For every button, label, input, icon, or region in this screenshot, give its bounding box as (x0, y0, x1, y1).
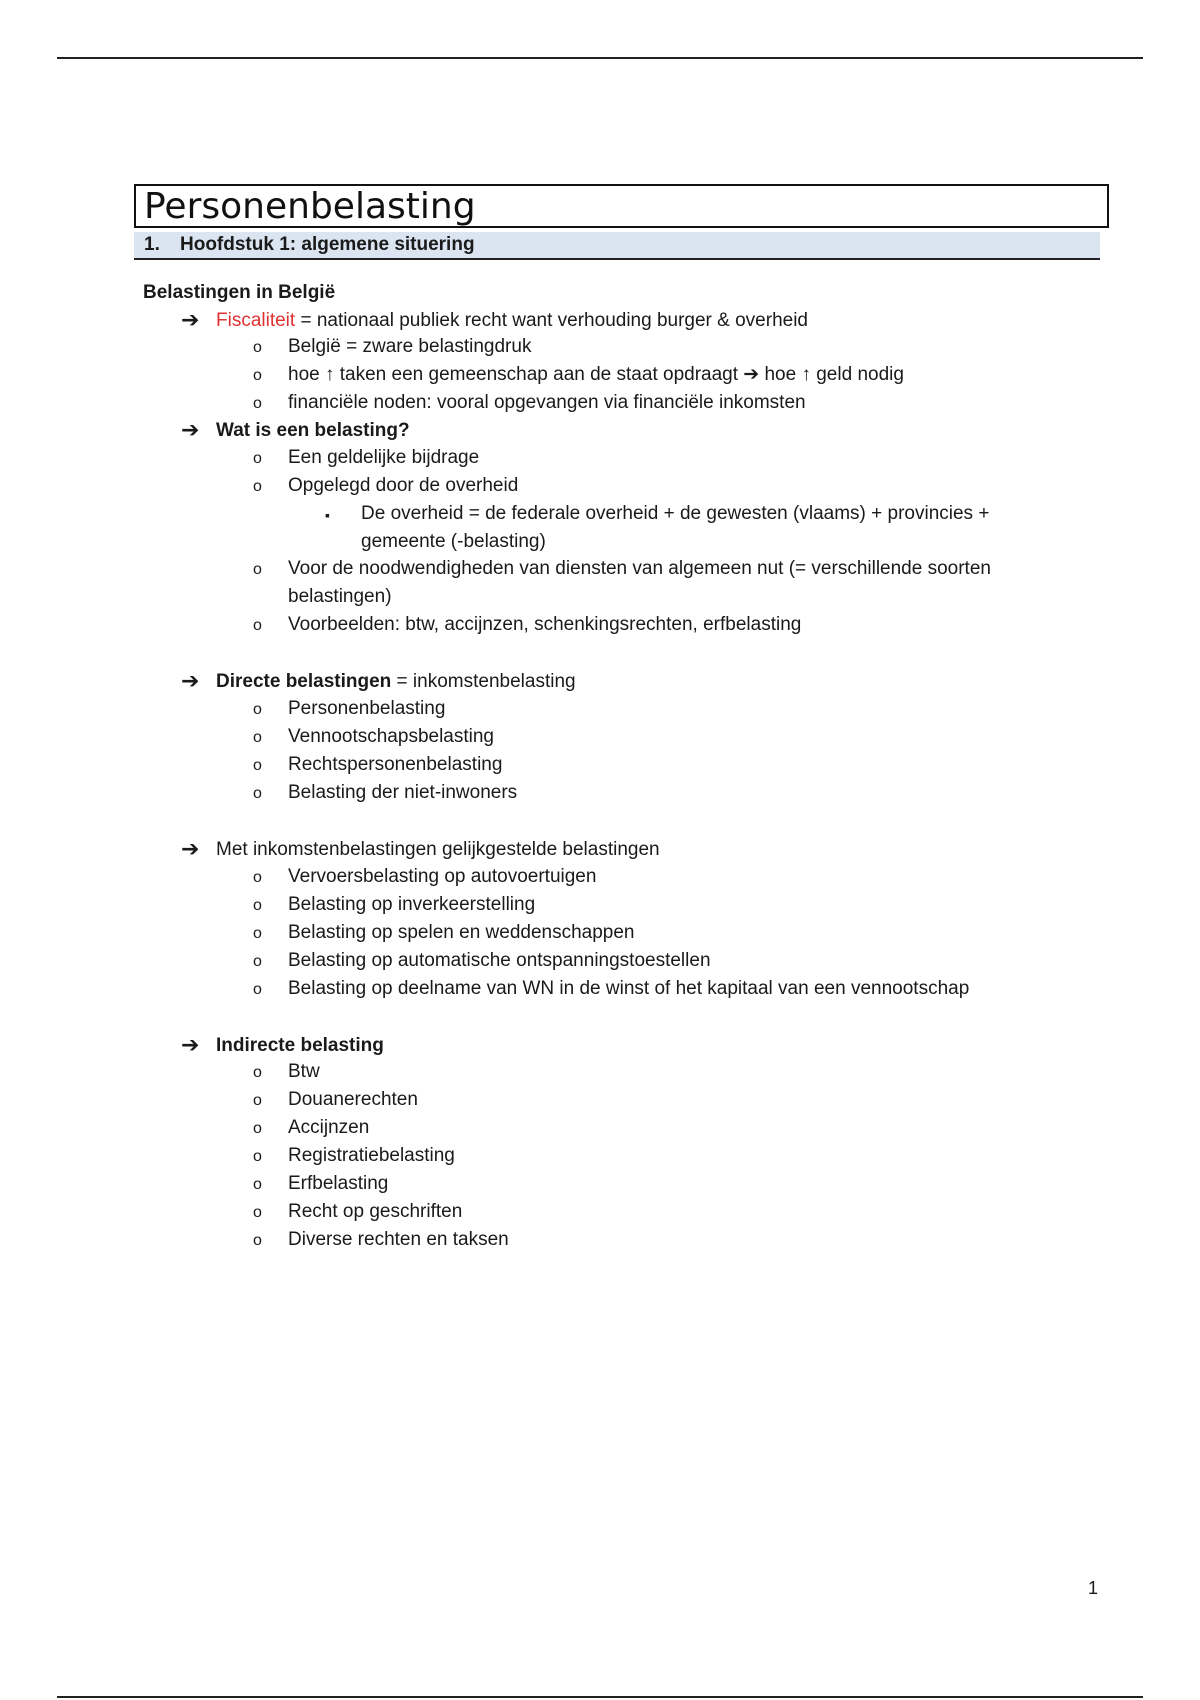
bullet-fiscaliteit (216, 307, 808, 335)
list-item: financiële noden: vooral opgevangen via financiële inkomsten (288, 392, 806, 413)
list-item: Erfbelasting (288, 1173, 389, 1194)
list-item: Recht op geschriften (288, 1201, 463, 1222)
sub-list-item: De overheid = de federale overheid + de gewesten (vlaams) + provincies + (361, 503, 990, 524)
bullet-directe-text: = inkomstenbelasting (391, 671, 576, 692)
list-item: Personenbelasting (288, 698, 446, 719)
list-item: Accijnzen (288, 1117, 370, 1138)
list-item: Diverse rechten en taksen (288, 1229, 509, 1250)
sub-list-item-continuation: gemeente (-belasting) (361, 531, 546, 552)
list-item: Een geldelijke bijdrage (288, 447, 480, 468)
circle-bullet-icon: o (253, 1092, 262, 1109)
circle-bullet-icon: o (253, 367, 262, 384)
circle-bullet-icon: o (253, 729, 262, 746)
list-item: Voorbeelden: btw, accijnzen, schenkingsrechten, erfbelasting (288, 614, 802, 635)
circle-bullet-icon: o (253, 953, 262, 970)
list-item: Belasting op automatische ontspanningstoestellen (288, 950, 711, 971)
circle-bullet-icon: o (253, 925, 262, 942)
chapter-label: Hoofdstuk 1: algemene situering (180, 234, 475, 255)
list-item: Btw (288, 1061, 320, 1082)
term-directe-belastingen: Directe belastingen (216, 671, 392, 692)
arrow-icon: ➔ (181, 307, 200, 332)
circle-bullet-icon: o (253, 701, 262, 718)
circle-bullet-icon: o (253, 1064, 262, 1081)
arrow-icon: ➔ (181, 836, 200, 861)
bullet-fiscaliteit-text: = nationaal publiek recht want verhouding burger & overheid (295, 310, 808, 331)
term-fiscaliteit: Fiscaliteit (216, 310, 296, 331)
document-title: Personenbelasting (134, 184, 1109, 228)
circle-bullet-icon: o (253, 1232, 262, 1249)
list-item: Voor de noodwendigheden van diensten van algemeen nut (= verschillende soorten (288, 558, 991, 579)
bullet-directe-belastingen (216, 668, 576, 696)
list-item: Registratiebelasting (288, 1145, 455, 1166)
circle-bullet-icon: o (253, 478, 262, 495)
page-number: 1 (1088, 1578, 1099, 1598)
page-bottom-rule (57, 1696, 1143, 1698)
bullet-gelijkgestelde-belastingen: Met inkomstenbelastingen gelijkgestelde belastingen (216, 839, 660, 860)
circle-bullet-icon: o (253, 1148, 262, 1165)
list-item: hoe ↑ taken een gemeenschap aan de staat opdraagt ➔ hoe ↑ geld nodig (288, 364, 904, 385)
circle-bullet-icon: o (253, 785, 262, 802)
arrow-icon: ➔ (181, 1032, 200, 1057)
square-bullet-icon: ▪ (325, 507, 330, 523)
list-item: Vervoersbelasting op autovoertuigen (288, 866, 597, 887)
section-heading: Belastingen in België (143, 282, 336, 303)
page-top-rule (57, 57, 1143, 59)
circle-bullet-icon: o (253, 1204, 262, 1221)
list-item: Belasting op spelen en weddenschappen (288, 922, 635, 943)
list-item: Belasting der niet-inwoners (288, 782, 518, 803)
list-item: Belasting op deelname van WN in de winst of het kapitaal van een vennootschap (288, 978, 970, 999)
circle-bullet-icon: o (253, 617, 262, 634)
list-item: Belasting op inverkeerstelling (288, 894, 536, 915)
chapter-number: 1. (144, 234, 160, 255)
circle-bullet-icon: o (253, 339, 262, 356)
circle-bullet-icon: o (253, 395, 262, 412)
arrow-icon: ➔ (181, 417, 200, 442)
circle-bullet-icon: o (253, 757, 262, 774)
circle-bullet-icon: o (253, 561, 262, 578)
circle-bullet-icon: o (253, 981, 262, 998)
circle-bullet-icon: o (253, 450, 262, 467)
list-item: Vennootschapsbelasting (288, 726, 494, 747)
arrow-icon: ➔ (181, 668, 200, 693)
chapter-heading (134, 232, 1100, 260)
circle-bullet-icon: o (253, 1120, 262, 1137)
list-item: Douanerechten (288, 1089, 418, 1110)
circle-bullet-icon: o (253, 1176, 262, 1193)
circle-bullet-icon: o (253, 897, 262, 914)
list-item-continuation: belastingen) (288, 586, 392, 607)
list-item: Opgelegd door de overheid (288, 475, 519, 496)
bullet-heading-indirecte-belasting: Indirecte belasting (216, 1035, 384, 1056)
list-item: Rechtspersonenbelasting (288, 754, 503, 775)
circle-bullet-icon: o (253, 869, 262, 886)
bullet-heading-wat-is-een-belasting: Wat is een belasting? (216, 420, 410, 441)
list-item: België = zware belastingdruk (288, 336, 532, 357)
